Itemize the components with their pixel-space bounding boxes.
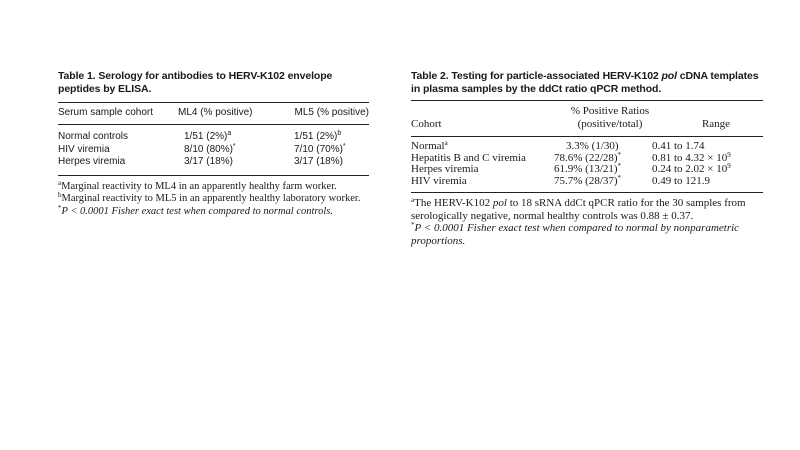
- footnote-mark: a: [411, 196, 415, 204]
- caption-text: Table 2. Testing for particle-associated HERV-K102: [411, 70, 662, 82]
- table1-ml5-mark: b: [337, 130, 342, 137]
- table1-ml4-mark: *: [232, 142, 236, 150]
- footnote: [58, 203, 369, 219]
- table1-cohort: Herpes viremia: [58, 156, 126, 167]
- table1-ml4: 1/51 (2%): [184, 131, 228, 142]
- footnote-text: Marginal reactivity to ML5 in an apparently healthy laboratory worker.: [61, 193, 361, 204]
- table2-col-range: Range: [701, 118, 731, 130]
- table2-ratio: 78.6% (22/28): [554, 151, 618, 164]
- table2-cohort: HIV viremia: [411, 174, 467, 187]
- table2-cohort: Hepatitis B and C viremia: [411, 151, 526, 164]
- table1-footnotes: [58, 178, 369, 219]
- column-label: % Positive Ratios: [570, 105, 650, 117]
- table2-header-rule: [411, 136, 763, 137]
- footnote: [58, 178, 369, 194]
- table1-col-ml5: ML5 (% positive): [294, 107, 369, 118]
- table1-caption: Table 1. Serology for antibodies to HERV-K102 envelope peptides by ELISA.: [58, 70, 333, 95]
- table2-range: 0.81 to 4.32 × 10: [652, 151, 728, 164]
- table1-col-cohort: Serum sample cohort: [58, 107, 154, 118]
- table1-ml5: 1/51 (2%): [294, 131, 338, 142]
- table1-ml4: 3/17 (18%): [184, 156, 233, 167]
- footnote-text: P < 0.0001 Fisher exact test when compared to normal by nonparametric proportions.: [411, 222, 740, 247]
- table2-ratio: 3.3% (1/30): [566, 140, 619, 152]
- footnote-mark: b: [58, 191, 62, 199]
- table2-col-cohort: Cohort: [411, 118, 442, 130]
- table2-bottom-rule: [411, 192, 763, 193]
- footnote-mark: *: [58, 203, 62, 212]
- footnote: [411, 222, 763, 247]
- table-row: [58, 156, 369, 169]
- table2-ratio: 61.9% (13/21): [554, 163, 618, 175]
- table2-top-rule: [411, 100, 763, 101]
- footnote-text: The HERV-K102: [414, 197, 493, 209]
- footnote-text: P < 0.0001 Fisher exact test when compared to normal controls.: [61, 205, 333, 217]
- table2-cohort-mark: a: [444, 139, 448, 147]
- table1-header: [58, 107, 369, 118]
- column-label: (positive/total): [577, 118, 643, 130]
- table2-col-ratio: [551, 105, 669, 131]
- table1-ml5-mark: *: [342, 142, 346, 150]
- table2-range: 0.49 to 121.9: [652, 174, 711, 187]
- table-row: [58, 144, 369, 157]
- table2-body: [411, 141, 763, 187]
- footnote-gene: pol: [492, 197, 507, 209]
- table2-ratio-mark: *: [617, 173, 622, 182]
- table2-footnotes: [411, 197, 763, 247]
- table1-bottom-rule: [58, 175, 369, 176]
- footnote: [411, 197, 763, 222]
- table2-cohort: Normal: [411, 140, 445, 152]
- table1-cohort: Normal controls: [58, 131, 129, 142]
- table2-range-exp: 9: [727, 162, 731, 170]
- table2-range: 0.24 to 2.02 × 10: [652, 163, 728, 175]
- table1-ml4-mark: a: [227, 130, 232, 137]
- table2-range-exp: 9: [727, 150, 731, 159]
- table1-header-rule: [58, 124, 369, 125]
- table2-ratio-mark: *: [617, 162, 622, 170]
- table2-caption: [411, 70, 763, 96]
- caption-text: cDNA templates in plasma samples by the ddCt ratio qPCR method.: [411, 70, 759, 95]
- table2-range: 0.41 to 1.74: [652, 140, 705, 152]
- table1-top-rule: [58, 102, 369, 103]
- table1-ml5: 3/17 (18%): [294, 156, 343, 167]
- table1: [58, 70, 369, 218]
- table-row: [411, 176, 763, 188]
- table1-cohort: HIV viremia: [58, 143, 110, 155]
- table1-ml5: 7/10 (70%): [294, 143, 343, 155]
- table2: [411, 70, 763, 247]
- footnote-text: to 18 sRNA ddCt qPCR ratio for the 30 samples from serologically negative, normal healthy controls was 0.88 ± 0.37.: [411, 197, 746, 222]
- footnote-mark: a: [58, 178, 62, 187]
- table1-col-ml4: ML4 (% positive): [178, 107, 253, 118]
- caption-gene: pol: [661, 70, 677, 82]
- table2-ratio-mark: *: [617, 150, 622, 159]
- footnote: [58, 193, 369, 206]
- footnote-text: Marginal reactivity to ML4 in an apparently healthy farm worker.: [61, 180, 337, 192]
- table2-ratio: 75.7% (28/37): [554, 174, 618, 187]
- table2-cohort: Herpes viremia: [411, 163, 479, 175]
- footnote-mark: *: [411, 221, 415, 229]
- table1-ml4: 8/10 (80%): [184, 143, 233, 155]
- table1-body: [58, 131, 369, 169]
- table-row: [58, 131, 369, 144]
- table2-header: [411, 105, 763, 131]
